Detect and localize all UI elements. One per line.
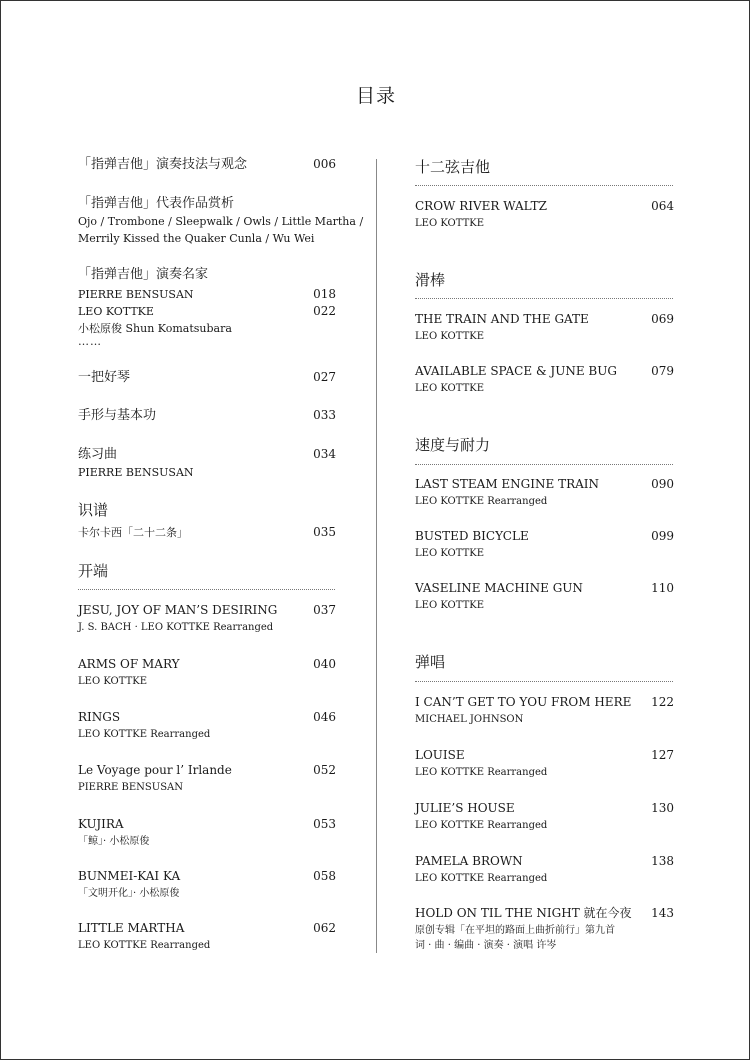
toc-entry[interactable] <box>415 906 674 953</box>
song-artist: LEO KOTTKE <box>78 676 148 687</box>
toc-entry[interactable] <box>78 921 336 953</box>
entry-page: 033 <box>313 408 336 422</box>
section-rule <box>415 681 673 682</box>
entry-page: 127 <box>651 748 674 762</box>
entry-page: 046 <box>313 710 336 724</box>
toc-entry[interactable] <box>415 801 674 833</box>
toc-entry[interactable] <box>415 748 674 780</box>
entry-page: 053 <box>313 817 336 831</box>
song-artist: PIERRE BENSUSAN <box>78 782 184 793</box>
toc-entry[interactable] <box>78 370 336 385</box>
section-heading: 速度与耐力 <box>415 436 491 454</box>
toc-entry[interactable] <box>78 196 364 247</box>
master-name: PIERRE BENSUSAN <box>78 288 194 301</box>
section-heading: 滑棒 <box>415 271 446 289</box>
entry-page: 034 <box>313 447 336 461</box>
section-rule <box>78 589 335 590</box>
entry-title: 练习曲 <box>78 447 118 462</box>
toc-entry[interactable] <box>78 710 336 742</box>
entry-page: 018 <box>313 287 336 301</box>
song-artist: 「文明开化」· 小松原俊 <box>78 888 180 899</box>
song-title: ARMS OF MARY <box>78 657 180 671</box>
entry-title: 卡尔卡西「二十二条」 <box>78 526 188 539</box>
section-rule <box>415 185 673 186</box>
entry-title: 手形与基本功 <box>78 408 157 423</box>
entry-page: 069 <box>651 312 674 326</box>
song-artist: LEO KOTTKE <box>415 218 485 229</box>
toc-entry[interactable] <box>78 524 336 541</box>
song-artist: LEO KOTTKE Rearranged <box>78 940 211 951</box>
song-title: AVAILABLE SPACE & JUNE BUG <box>415 364 617 378</box>
song-artist: LEO KOTTKE Rearranged <box>415 767 548 778</box>
toc-entry[interactable] <box>78 447 336 481</box>
song-title: KUJIRA <box>78 817 124 831</box>
entry-page: 130 <box>651 801 674 815</box>
column-divider <box>376 159 377 953</box>
entry-page: 090 <box>651 477 674 491</box>
master-name: 小松原俊 Shun Komatsubara <box>78 322 232 335</box>
entry-page: 079 <box>651 364 674 378</box>
song-artist: LEO KOTTKE Rearranged <box>415 820 548 831</box>
entry-page: 058 <box>313 869 336 883</box>
toc-entry[interactable] <box>415 854 674 886</box>
section-rule <box>415 298 673 299</box>
entry-title: 「指弹吉他」代表作品赏析 <box>78 196 235 211</box>
toc-entry[interactable] <box>78 603 336 635</box>
song-title: PAMELA BROWN <box>415 854 523 868</box>
entry-page: 122 <box>651 695 674 709</box>
ellipsis: …… <box>78 335 102 348</box>
song-title: LOUISE <box>415 748 465 762</box>
song-artist: 原创专辑「在平坦的路面上曲折前行」第九首 <box>415 925 615 936</box>
toc-entry[interactable] <box>78 657 336 689</box>
entry-title: 「指弹吉他」演奏名家 <box>78 267 209 282</box>
song-artist: LEO KOTTKE <box>415 383 485 394</box>
song-title: THE TRAIN AND THE GATE <box>415 312 589 326</box>
entry-page: 138 <box>651 854 674 868</box>
toc-entry[interactable] <box>78 763 336 795</box>
entry-page: 022 <box>313 304 336 318</box>
song-title: BUSTED BICYCLE <box>415 529 529 543</box>
entry-title: 一把好琴 <box>78 370 131 385</box>
entry-subtitle: PIERRE BENSUSAN <box>78 466 194 479</box>
song-credits: 词 · 曲 · 编曲 · 演奏 · 演唱 许岑 <box>415 940 557 951</box>
song-artist: LEO KOTTKE <box>415 600 485 611</box>
toc-entry[interactable] <box>415 581 674 613</box>
toc-entry[interactable] <box>415 529 674 561</box>
song-artist: MICHAEL JOHNSON <box>415 714 524 725</box>
entry-page: 037 <box>313 603 336 617</box>
song-artist: LEO KOTTKE Rearranged <box>415 496 548 507</box>
toc-entry[interactable] <box>78 817 336 849</box>
entry-page: 143 <box>651 906 674 920</box>
toc-entry[interactable] <box>78 267 336 347</box>
toc-entry[interactable] <box>415 199 674 231</box>
page-title: 目录 <box>355 85 396 107</box>
song-artist: 「鲸」· 小松原俊 <box>78 836 150 847</box>
entry-page: 110 <box>651 581 674 595</box>
entry-page: 040 <box>313 657 336 671</box>
song-artist: LEO KOTTKE Rearranged <box>78 729 211 740</box>
song-title: LITTLE MARTHA <box>78 921 185 935</box>
master-name: LEO KOTTKE <box>78 305 154 318</box>
entry-page: 052 <box>313 763 336 777</box>
song-title: JESU, JOY OF MAN’S DESIRING <box>78 603 278 617</box>
entry-title: 「指弹吉他」演奏技法与观念 <box>78 157 248 172</box>
song-title: I CAN’T GET TO YOU FROM HERE <box>415 695 632 709</box>
song-title: JULIE’S HOUSE <box>415 801 515 815</box>
song-title: RINGS <box>78 710 121 724</box>
entry-subtitle: Merrily Kissed the Quaker Cunla / Wu Wei <box>78 232 315 245</box>
section-heading: 开端 <box>78 562 109 580</box>
song-title: LAST STEAM ENGINE TRAIN <box>415 477 600 491</box>
toc-entry[interactable] <box>415 477 674 509</box>
song-title: CROW RIVER WALTZ <box>415 199 547 213</box>
song-title: BUNMEI-KAI KA <box>78 869 181 883</box>
toc-entry[interactable] <box>415 695 674 727</box>
song-artist: LEO KOTTKE Rearranged <box>415 873 548 884</box>
toc-entry[interactable] <box>78 408 336 423</box>
section-heading: 十二弦吉他 <box>415 158 491 176</box>
toc-entry[interactable] <box>78 157 336 172</box>
entry-page: 062 <box>313 921 336 935</box>
entry-page: 099 <box>651 529 674 543</box>
song-title: Le Voyage pour l’ Irlande <box>78 763 232 777</box>
song-artist: J. S. BACH · LEO KOTTKE Rearranged <box>78 622 274 633</box>
toc-entry[interactable] <box>415 312 674 344</box>
song-title: VASELINE MACHINE GUN <box>415 581 583 595</box>
entry-page: 064 <box>651 199 674 213</box>
toc-entry[interactable] <box>78 869 336 901</box>
entry-page: 006 <box>313 157 336 171</box>
section-heading: 识谱 <box>78 501 109 519</box>
section-rule <box>415 464 673 465</box>
entry-page: 035 <box>313 525 336 539</box>
song-title: HOLD ON TIL THE NIGHT 就在今夜 <box>415 906 632 920</box>
entry-page: 027 <box>313 370 336 384</box>
song-artist: LEO KOTTKE <box>415 331 485 342</box>
section-heading: 弹唱 <box>415 653 446 671</box>
toc-entry[interactable] <box>415 364 674 396</box>
entry-subtitle: Ojo / Trombone / Sleepwalk / Owls / Little Martha / <box>78 215 364 228</box>
song-artist: LEO KOTTKE <box>415 548 485 559</box>
